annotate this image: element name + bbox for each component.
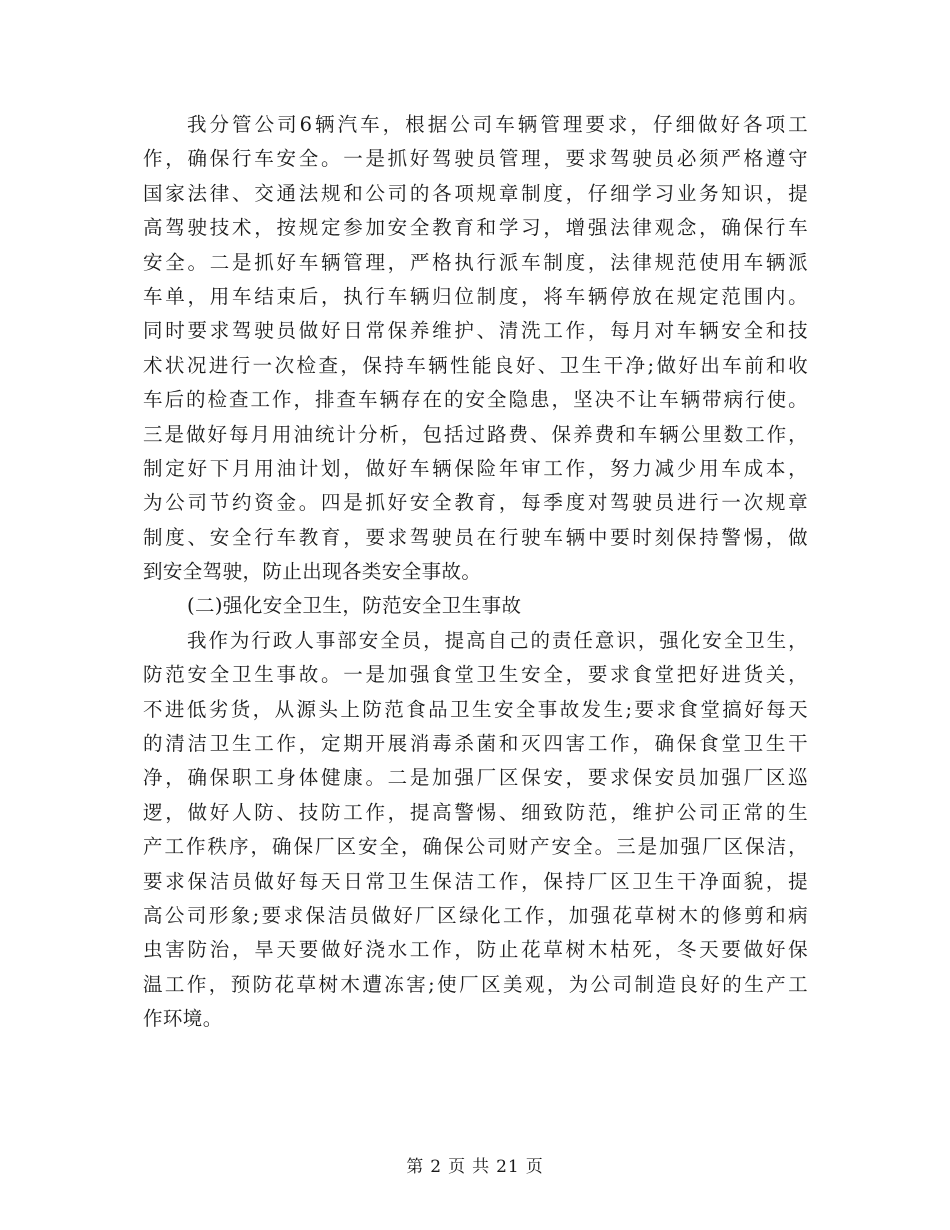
- section-heading: (二)强化安全卫生，防范安全卫生事故: [187, 594, 522, 618]
- text-line: 安全。二是抓好车辆管理，严格执行派车制度，法律规范使用车辆派: [143, 250, 808, 274]
- text-line: 车后的检查工作，排查车辆存在的安全隐患，坚决不让车辆带病行使。: [143, 388, 808, 412]
- text-line: 三是做好每月用油统计分析，包括过路费、保养费和车辆公里数工作，: [143, 422, 808, 446]
- text-line: 净，确保职工身体健康。二是加强厂区保安，要求保安员加强厂区巡: [143, 766, 808, 790]
- total-page-count: 21: [496, 1157, 520, 1177]
- text-line: 我分管公司6辆汽车，根据公司车辆管理要求，仔细做好各项工: [187, 113, 808, 136]
- text-line: 车单，用车结束后，执行车辆归位制度，将车辆停放在规定范围内。: [143, 284, 808, 308]
- text-line: 不进低劣货，从源头上防范食品卫生安全事故发生;要求食堂搞好每天: [143, 697, 808, 721]
- text-line: 制定好下月用油计划，做好车辆保险年审工作，努力减少用车成本，: [143, 456, 808, 480]
- text-line: 到安全驾驶，防止出现各类安全事故。: [143, 560, 482, 584]
- text-line: 作环境。: [143, 1007, 223, 1031]
- text-line: 虫害防治，旱天要做好浇水工作，防止花草树木枯死，冬天要做好保: [143, 938, 808, 962]
- text-line: 要求保洁员做好每天日常卫生保洁工作，保持厂区卫生干净面貌，提: [143, 869, 808, 893]
- text-line: 制度、安全行车教育，要求驾驶员在行驶车辆中要时刻保持警惕，做: [143, 525, 808, 549]
- footer-total-label: 共: [472, 1157, 491, 1177]
- text-line: 温工作，预防花草树木遭冻害;使厂区美观，为公司制造良好的生产工: [143, 972, 808, 996]
- text-line: 的清洁卫生工作，定期开展消毒杀菌和灭四害工作，确保食堂卫生干: [143, 732, 808, 756]
- text-line: 作，确保行车安全。一是抓好驾驶员管理，要求驾驶员必须严格遵守: [143, 147, 808, 171]
- footer-page-label: 页: [448, 1157, 467, 1177]
- text-line: 国家法律、交通法规和公司的各项规章制度，仔细学习业务知识，提: [143, 181, 808, 205]
- paragraph-vehicle-management: [143, 108, 808, 589]
- paragraph-safety-hygiene: [143, 624, 808, 1037]
- current-page-number: 2: [430, 1157, 443, 1177]
- page-footer: [0, 1152, 950, 1177]
- document-body: [143, 108, 808, 1037]
- footer-suffix: 页: [525, 1157, 544, 1177]
- text-line: 我作为行政人事部安全员，提高自己的责任意识，强化安全卫生，: [187, 628, 808, 652]
- text-line: 高公司形象;要求保洁员做好厂区绿化工作，加强花草树木的修剪和病: [143, 903, 808, 927]
- text-line: 同时要求驾驶员做好日常保养维护、清洗工作，每月对车辆安全和技: [143, 319, 808, 343]
- text-line: 术状况进行一次检查，保持车辆性能良好、卫生干净;做好出车前和收: [143, 353, 808, 377]
- text-line: 产工作秩序，确保厂区安全，确保公司财产安全。三是加强厂区保洁，: [143, 835, 808, 859]
- text-line: 高驾驶技术，按规定参加安全教育和学习，增强法律观念，确保行车: [143, 216, 808, 240]
- text-line: 逻，做好人防、技防工作，提高警惕、细致防范，维护公司正常的生: [143, 800, 808, 824]
- text-line: 为公司节约资金。四是抓好安全教育，每季度对驾驶员进行一次规章: [143, 491, 808, 515]
- footer-prefix: 第: [406, 1157, 425, 1177]
- text-line: 防范安全卫生事故。一是加强食堂卫生安全，要求食堂把好进货关，: [143, 663, 808, 687]
